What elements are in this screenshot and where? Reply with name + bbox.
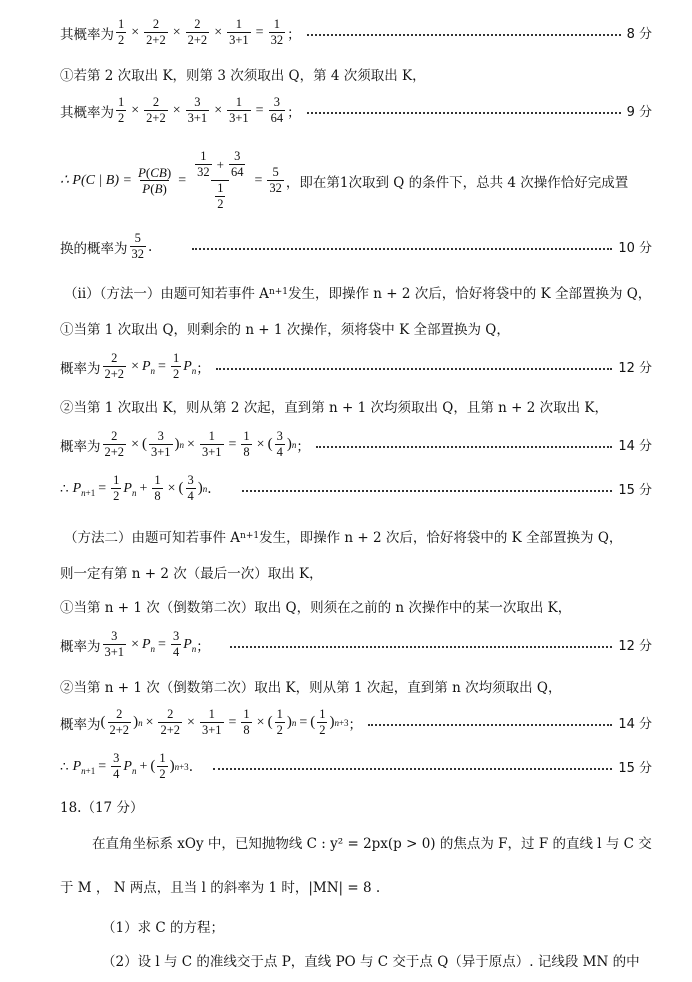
score-label: 8 分: [626, 27, 652, 43]
formula: $\frac{1}{2}$ × $\frac{2}{2+2}$ × $\frac{3}{3+1}$ × $\frac{1}{3+1}$ = $\frac{3}{64}$: [118, 95, 284, 126]
text: （2）设 l 与 C 的准线交于点 P，直线 PO 与 C 交于点 Q（异于原点）. 记线段 MN 的中: [102, 954, 640, 970]
text: 换的概率为: [60, 240, 128, 257]
text: ，即在第1次取到 Q 的条件下，总共 4 次操作恰好完成置: [285, 174, 629, 191]
formula: $\frac{2}{2+2}$ × ( $\frac{3}{3+1}$ ) n × $\frac{1}{3+1}$ = $\frac{1}{8}$ × ( $\frac{3}{4}$ ) n: [104, 429, 297, 460]
score-label: 14 分: [618, 439, 652, 455]
text: 概率为: [60, 438, 101, 455]
text: ②当第 n + 1 次（倒数第二次）取出 K，则从第 1 次起，直到第 n 次均须取出 Q，: [60, 680, 562, 696]
score-label: 15 分: [618, 483, 652, 499]
text: （1）求 C 的方程；: [102, 920, 225, 936]
question-number: [60, 796, 652, 816]
text: .: [188, 758, 193, 775]
text: 则一定有第 n + 2 次（最后一次）取出 K，: [60, 566, 323, 582]
text: ；: [296, 438, 310, 455]
line-probability-3: [60, 352, 652, 381]
question-stem-2: [60, 876, 652, 896]
question-part-1: [102, 916, 652, 936]
text: ①当第 n + 1 次（倒数第二次）取出 Q，则须在之前的 n 次操作中的某一次取出 K，: [60, 600, 572, 616]
leader-dots: [242, 489, 613, 492]
line-probability-5: [60, 630, 652, 659]
text: 发生，即操作 n + 2 次后，恰好将袋中的 K 全部置换为 Q，: [259, 530, 623, 546]
text: 其概率为: [60, 26, 114, 43]
formula: $\frac{3}{3+1}$ × $P_n$ = $\frac{3}{4}$ $P_n$: [104, 629, 197, 660]
line-method-1: （ii）（方法一）由题可知若事件 A n+1 发生，即操作 n + 2 次后，恰好将袋中的 K 全部置换为 Q，: [64, 282, 652, 302]
text: .: [148, 238, 153, 255]
line-case-k: [60, 396, 652, 416]
text: 概率为: [60, 716, 101, 733]
score-label: 10 分: [618, 241, 652, 257]
text: 18.（17 分）: [60, 800, 144, 816]
text: ；: [196, 360, 210, 377]
text: ∴: [60, 480, 69, 497]
text: （ii）（方法一）由题可知若事件 A: [64, 286, 269, 302]
question-part-2: [102, 950, 652, 970]
text: ；: [196, 638, 210, 655]
text: 在直角坐标系 xOy 中，已知抛物线 C : y² = 2px(p > 0) 的焦点为 F，过 F 的直线 l 与 C 交: [92, 836, 652, 852]
formula: $\frac{1}{2}$ × $\frac{2}{2+2}$ × $\frac{2}{2+2}$ × $\frac{1}{3+1}$ = $\frac{1}{32}$: [118, 17, 284, 48]
formula: ( $\frac{2}{2+2}$ ) n × $\frac{2}{2+2}$ × $\frac{1}{3+1}$ = $\frac{1}{8}$ × ( $\frac{1}{2}$ ) n = ( $\frac{1}{2}$ ) n+3: [100, 707, 349, 738]
line-probability-6: [60, 708, 652, 737]
text: ∴ P(C | B) =: [60, 173, 132, 189]
formula: $\frac{5}{32}$: [131, 231, 144, 262]
text: （方法二）由题可知若事件 A: [64, 530, 241, 546]
line-case-k-2: [60, 676, 652, 696]
leader-dots: [192, 247, 612, 250]
text: 其概率为: [60, 104, 114, 121]
leader-dots: [230, 645, 613, 648]
formula: $P_{n+1}$ = $\frac{3}{4}$ $P_n$ + ( $\frac{1}{2}$ ) n+3: [72, 751, 189, 782]
text: ；: [348, 716, 363, 733]
text: 发生，即操作 n + 2 次后，恰好将袋中的 K 全部置换为 Q，: [288, 286, 652, 302]
leader-dots: [307, 33, 621, 36]
line-probability-1: [60, 18, 652, 47]
line-conditional: [60, 150, 652, 212]
question-stem-1: [92, 832, 652, 852]
score-label: 12 分: [618, 361, 652, 377]
leader-dots: [316, 445, 613, 448]
line-case-q: [60, 318, 652, 338]
text: ；: [287, 26, 301, 43]
leader-dots: [213, 767, 612, 770]
text: ；: [287, 104, 301, 121]
formula: ∴ P(C | B) = $\frac{P(CB)}{P(B)}$ = $\frac{1}{32}$ + $\frac{3}{64}$ $\frac{1}{2}$ = $\frac{5}{32}$: [60, 149, 282, 212]
formula: $P_{n+1}$ = $\frac{1}{2}$ $P_n$ + $\frac{1}{8}$ × ( $\frac{3}{4}$ ) n: [72, 473, 208, 504]
score-label: 14 分: [618, 717, 652, 733]
text: 于 M ， N 两点，且当 l 的斜率为 1 时，|MN| = 8 .: [60, 880, 381, 896]
leader-dots: [307, 111, 621, 114]
line-case-q-2: [60, 596, 652, 616]
line-probability-4: [60, 430, 652, 459]
line-last-k: [60, 562, 652, 582]
line-recurrence-2: [60, 752, 652, 781]
text: 概率为: [60, 638, 101, 655]
line-recurrence-1: [60, 474, 652, 503]
score-label: 12 分: [618, 639, 652, 655]
score-label: 9 分: [626, 105, 652, 121]
formula: $\frac{2}{2+2}$ × $P_n$ = $\frac{1}{2}$ $P_n$: [104, 351, 197, 382]
score-label: 15 分: [618, 761, 652, 777]
line-method-2: （方法二）由题可知若事件 A n+1 发生，即操作 n + 2 次后，恰好将袋中的 K 全部置换为 Q，: [64, 526, 652, 546]
line-result: [60, 232, 652, 261]
leader-dots: [216, 367, 613, 370]
text: ①当第 1 次取出 Q，则剩余的 n + 1 次操作，须将袋中 K 全部置换为 Q，: [60, 322, 510, 338]
text: .: [207, 480, 212, 497]
line-case-1: [60, 64, 652, 84]
line-probability-2: [60, 96, 652, 125]
text: ∴: [60, 758, 69, 775]
text: 概率为: [60, 360, 101, 377]
text: ②当第 1 次取出 K，则从第 2 次起，直到第 n + 1 次均须取出 Q，且第 n + 2 次取出 K，: [60, 400, 608, 416]
leader-dots: [368, 723, 612, 726]
text: ①若第 2 次取出 K，则第 3 次须取出 Q，第 4 次须取出 K，: [60, 68, 426, 84]
